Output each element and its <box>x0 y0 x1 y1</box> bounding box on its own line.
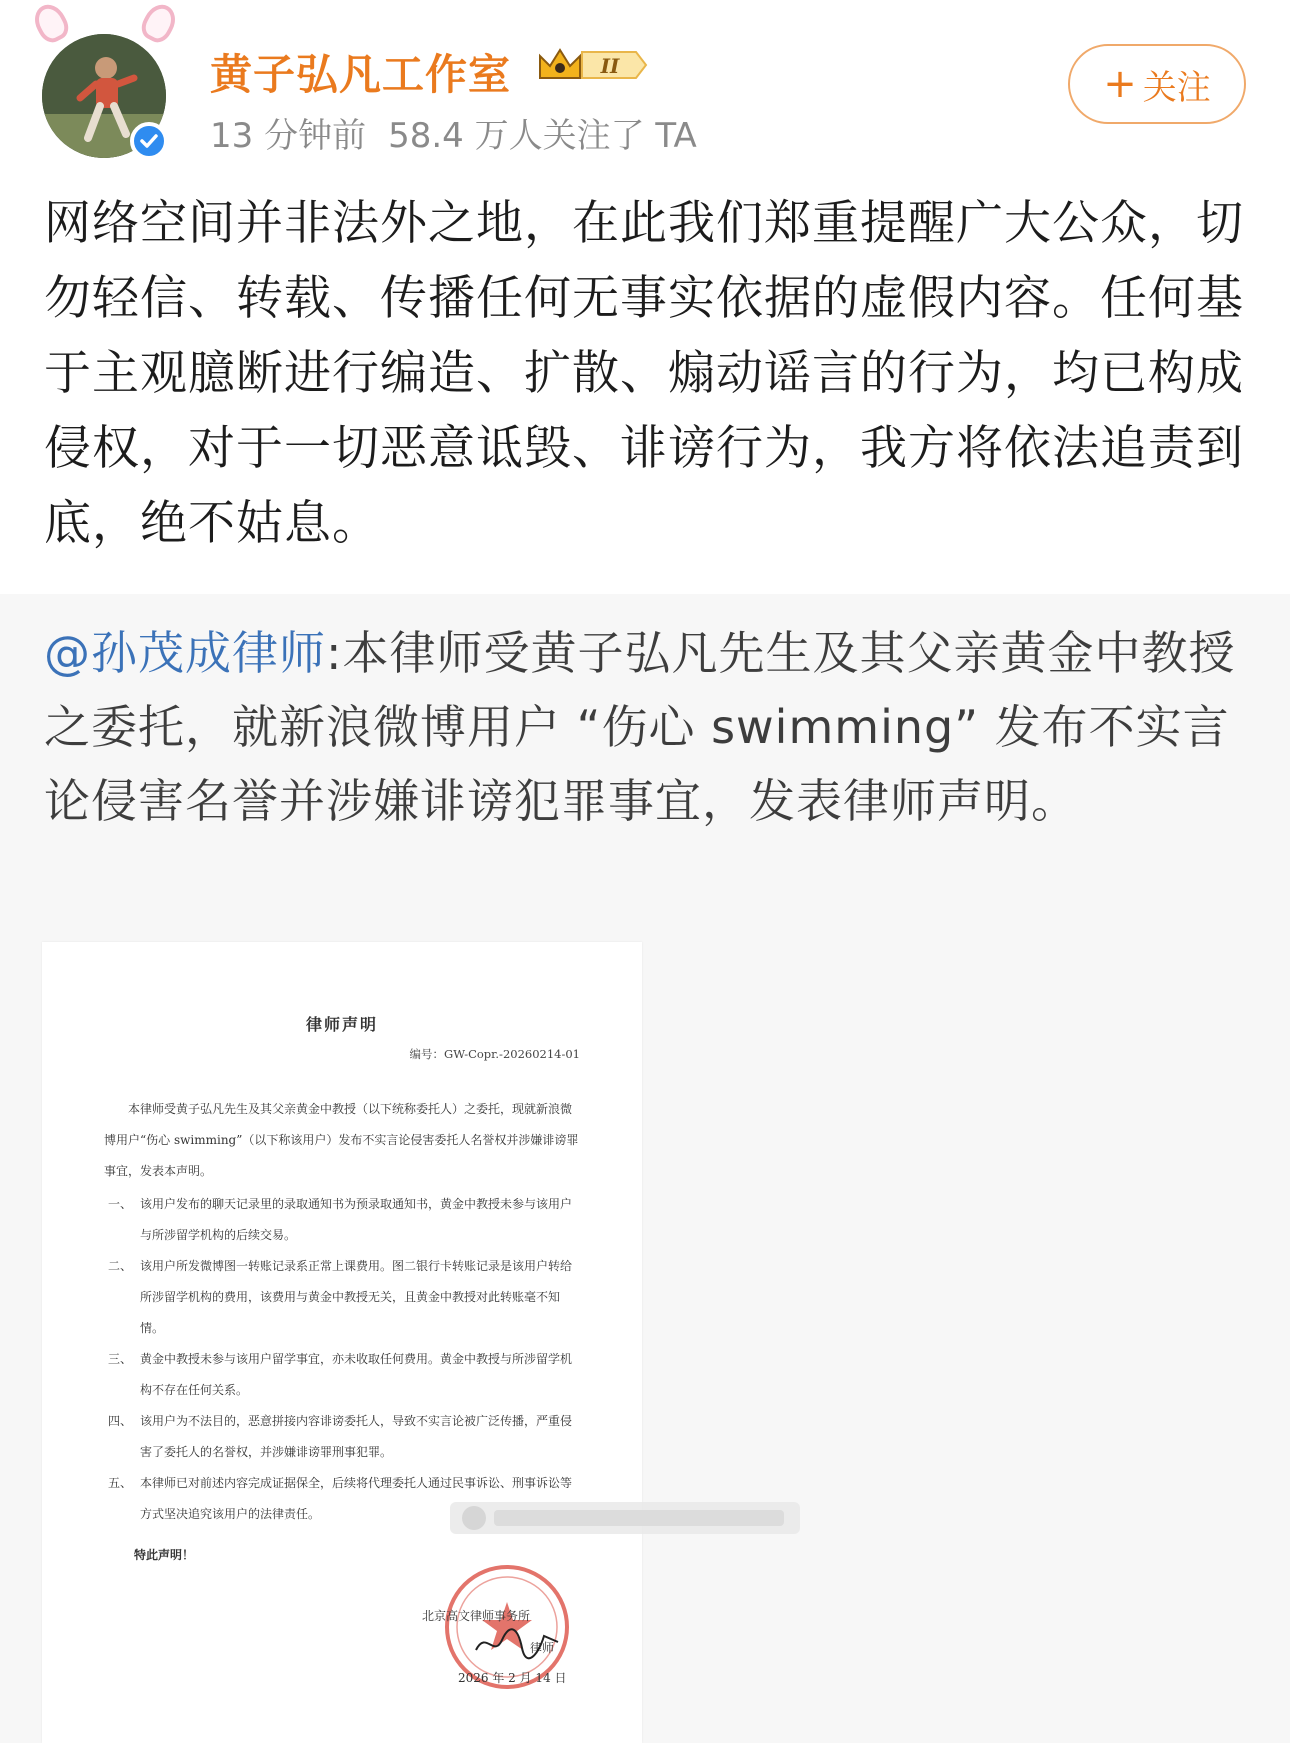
document-title: 律师声明 <box>305 1015 378 1034</box>
repost-text: :本律师受黄子弘凡先生及其父亲黄金中教授之委托，就新浪微博用户 “伤心 swimming” 发布不实言论侵害名誉并涉嫌诽谤犯罪事宜，发表律师声明。 <box>44 626 1236 828</box>
item-number: 一、 <box>107 1197 132 1211</box>
item-text: 该用户所发微博图一转账记录系正常上课费用。图二银行卡转账记录是该用户转给所涉留学机构的费用，该费用与黄金中教授无关，且黄金中教授对此转账毫不知情。 <box>140 1259 573 1335</box>
document-item <box>104 1189 580 1251</box>
watermark-icon <box>450 1496 800 1540</box>
post-body-text: 网络空间并非法外之地，在此我们郑重提醒广大公众，切勿轻信、转载、传播任何无事实依据的虚假内容。任何基于主观臆断进行编造、扩散、煽动谣言的行为，均已构成侵权，对于一切恶意诋毁、诽谤行为，我方将依法追责到底，绝不姑息。 <box>44 196 1244 551</box>
post-header <box>0 0 1290 170</box>
document-item <box>104 1251 580 1344</box>
item-text: 该用户发布的聊天记录里的录取通知书为预录取通知书，黄金中教授未参与该用户与所涉留学机构的后续交易。 <box>140 1197 573 1242</box>
document-items <box>104 1189 580 1530</box>
reposted-content[interactable] <box>0 594 1290 1743</box>
account-name[interactable]: 黄子弘凡工作室 <box>210 50 512 99</box>
mention-link[interactable]: @孙茂成律师 <box>44 626 326 680</box>
handwritten-signature-icon <box>472 1622 562 1662</box>
document-date: 2026 年 2 月 14 日 <box>458 1671 567 1685</box>
law-firm-name: 北京高文律师事务所 <box>422 1609 531 1623</box>
follower-count: 58.4 万人关注了 TA <box>388 116 697 156</box>
level-badge-label: II <box>600 54 620 78</box>
item-text: 黄金中教授未参与该用户留学事宜，亦未收取任何费用。黄金中教授与所涉留学机构不存在任何关系。 <box>140 1352 573 1397</box>
post-meta <box>210 108 697 157</box>
plus-icon: + <box>1103 61 1137 107</box>
verified-check-icon <box>130 122 168 160</box>
follow-button[interactable] <box>1068 44 1246 124</box>
item-number: 五、 <box>107 1476 132 1490</box>
bunny-ear-decoration-icon <box>137 0 181 47</box>
document-intro: 本律师受黄子弘凡先生及其父亲黄金中教授（以下统称委托人）之委托，现就新浪微博用户“伤心 swimming”（以下称该用户）发布不实言论侵害委托人名誉权并涉嫌诽谤罪事宜，发表本声明。 <box>104 1102 579 1178</box>
avatar[interactable] <box>30 4 180 154</box>
document-item <box>104 1344 580 1406</box>
time-ago: 13 分钟前 <box>210 116 367 156</box>
document-image[interactable] <box>42 942 642 1743</box>
item-text: 本律师已对前述内容完成证据保全，后续将代理委托人通过民事诉讼、刑事诉讼等方式坚决追究该用户的法律责任。 <box>140 1476 573 1521</box>
document-closing: 特此声明！ <box>134 1548 195 1562</box>
item-number: 四、 <box>107 1414 132 1428</box>
document-item <box>104 1406 580 1468</box>
bunny-ear-decoration-icon <box>29 0 73 47</box>
repost-body <box>44 616 1244 838</box>
level-badge[interactable] <box>536 44 650 86</box>
follow-button-label: 关注 <box>1142 67 1211 108</box>
item-text: 该用户为不法目的，恶意拼接内容诽谤委托人，导致不实言论被广泛传播，严重侵害了委托人的名誉权，并涉嫌诽谤罪刑事犯罪。 <box>140 1414 573 1459</box>
document-number: 编号：GW-Copr.-20260214-01 <box>409 1047 580 1061</box>
lawyer-label: 律师 <box>530 1641 555 1655</box>
item-number: 三、 <box>107 1352 132 1366</box>
item-number: 二、 <box>107 1259 132 1273</box>
crown-icon <box>540 50 580 78</box>
